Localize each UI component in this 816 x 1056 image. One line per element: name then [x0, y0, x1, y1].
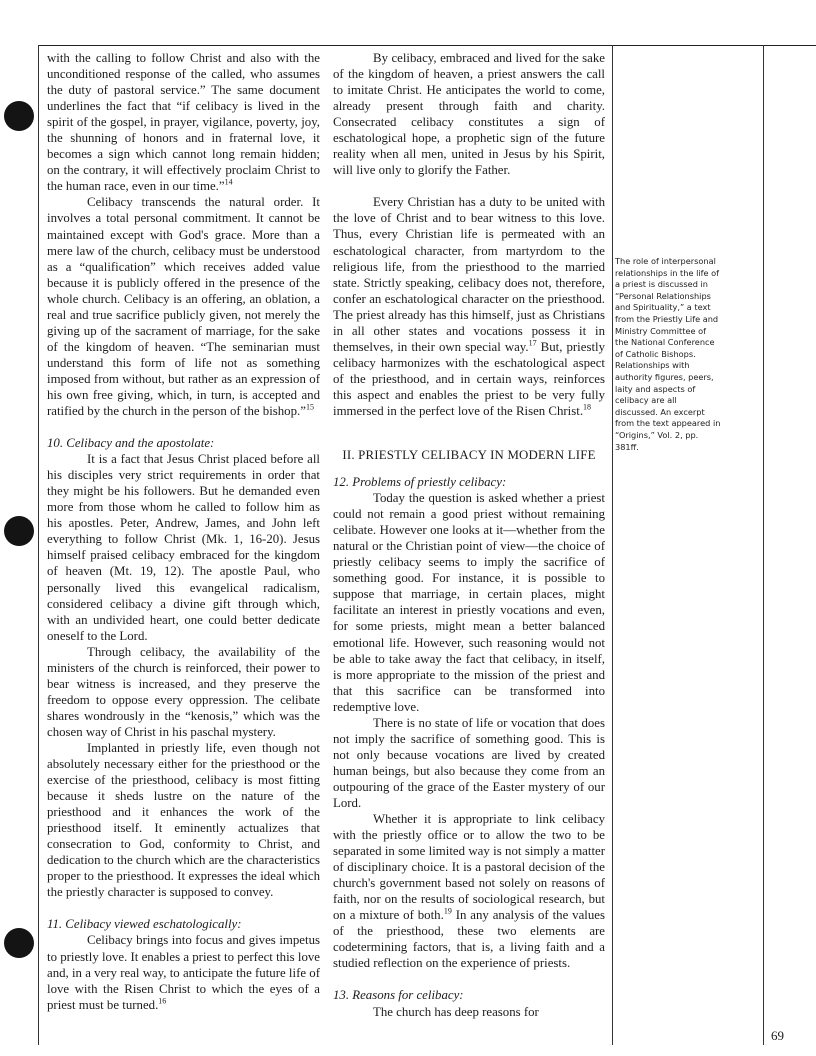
footnote-ref: 15 — [305, 402, 314, 412]
paragraph: It is a fact that Jesus Christ placed before all his disciples very strict requirements in order that they might be his followers. But he demanded even more from those whom he called to follow him as his apostles. Peter, Andrew, James, and John left everything to follow Christ (Mk. 1, 16-20). Jesus himself praised celibacy embraced for the kingdom of heaven (Mt. 19, 12). The apostle Paul, who personally lived this evangelical radicalism, considered celibacy a divine gift through which, with an undivided heart, one could better dedicate oneself to the Lord. — [47, 452, 320, 643]
top-rule — [38, 45, 816, 46]
part-title: II. PRIESTLY CELIBACY IN MODERN LIFE — [342, 448, 596, 463]
footnote-ref: 19 — [443, 907, 452, 917]
left-column — [47, 50, 320, 1048]
footnote-ref: 18 — [583, 402, 592, 412]
paragraph: Whether it is appropriate to link celibacy with the priestly office or to allow the two to be separated in some limited way is not simply a matter of disciplinary choice. It is a pastoral decision of the church's government based not solely on reasons of faith, nor on the results of sociological research, but on a mixture of both.$^{19}$ In any analysis of the values of the priesthood, these two elements are codetermining factors, that is, a living faith and a studied reflection on the experience of priests. — [333, 812, 605, 971]
section-heading: 10. Celibacy and the apostolate: — [47, 436, 215, 451]
section-heading: 11. Celibacy viewed eschatologically: — [47, 917, 242, 932]
sidebar-divider-rule — [612, 45, 613, 1045]
paragraph: Celibacy transcends the natural order. It involves a total personal commitment. It cannot be maintained except with God's grace. More than a mere law of the church, celibacy must be understood as a “qualification” which receives added value because it is publicly offered in the presence of the whole church. Celibacy is an offering, an oblation, a real and true sacrifice publicly given, not merely the giving up of the sacrament of marriage, for the sake of the kingdom of heaven. “The seminarian must understand this form of life not as something imposed from without, but rather as an expression of his own free giving, which, in turn, is accepted and ratified by the church in the person of the bishop.”$^{15}$ — [47, 195, 320, 419]
right-column — [333, 50, 605, 1048]
paragraph: Celibacy brings into focus and gives impetus to priestly love. It enables a priest to perfect this love and, in a very real way, to anticipate the future life of love with the Risen Christ to which the eyes of a priest must be turned.$^{16}$ — [47, 933, 320, 1012]
section-heading: 12. Problems of priestly celibacy: — [333, 475, 507, 490]
footnote-ref: 17 — [528, 338, 537, 348]
sidebar-note: The role of interpersonal relationships in the life of a priest is discussed in “Personal Relationships and Spirituality,” a text from the Priestly Life and Ministry Committee of the National Conference of Catholic Bishops. Relationships with authority figures, peers, laity and aspects of celibacy are all discussed. An excerpt from the text appeared in “Origins,” Vol. 2, pp. 381ff. — [615, 256, 721, 452]
paragraph: There is no state of life or vocation that does not imply the sacrifice of something good. This is not only because vocations are lived by created human beings, but also because they come from an outpouring of the grace of the Easter mystery of our Lord. — [333, 715, 605, 810]
paragraph: Today the question is asked whether a priest could not remain a good priest without remaining celibate. However one looks at it—whether from the natural or the Christian point of view—the choice of priestly celibacy seems to imply the sacrifice of something good. For instance, it is possible to suppose that marriage, in certain places, might facilitate an interest in priestly vocations and even, for some priests, might mean a better balanced emotional life. However, such reasoning would not be able to take away the fact that celibacy, in itself, is more appropriate to the mission of the priest and that this sacrifice can be transformed into redemptive love. — [333, 491, 605, 714]
section-heading: 13. Reasons for celibacy: — [333, 988, 464, 1003]
punch-hole-bottom — [4, 928, 34, 958]
paragraph: Every Christian has a duty to be united with the love of Christ and to bear witness to this love. Thus, every Christian life is permeated with an eschatological character, from martyrdom to the religious life, from the priesthood to the married state. Strictly speaking, celibacy does not, therefore, confer an eschatological character on the priesthood. The priest already has this himself, just as Christians in all other states and vocations possess it in themselves, in their own special way.$^{17}$ But, priestly celibacy harmonizes with the eschatological aspect of the priesthood, and in certain ways, reinforces this aspect and enables the priest to be very fully immersed in the perfect love of the Risen Christ.$^{18}$ — [333, 195, 605, 418]
paragraph: with the calling to follow Christ and also with the unconditioned response of the called, who assumes the duty of pastoral service.” The same document underlines the fact that “if celibacy is lived in the spirit of the gospel, in prayer, vigilance, poverty, joy, the shunning of honors and in fraternal love, it becomes a sign which cannot long remain hidden; on the contrary, it will effectively proclaim Christ to the human race, even in our time.”$^{14}$ — [47, 51, 320, 194]
paragraph: Implanted in priestly life, even though not absolutely necessary either for the priesthood or the exercise of the priesthood, celibacy is most fitting because it sheds lustre on the nature of the priesthood and it enhances the work of the priesthood itself. It eminently actualizes that consecration to God, conformity to Christ, and dedication to the church which are the characteristics proper to the priesthood. It expresses the ideal which the priestly character is supposed to convey. — [47, 740, 320, 900]
page-number: 69 — [771, 1028, 784, 1043]
punch-hole-top — [4, 101, 34, 131]
paragraph: By celibacy, embraced and lived for the sake of the kingdom of heaven, a priest answers the call to imitate Christ. He anticipates the world to come, already present through faith and charity. Consecrated celibacy constitutes a sign of eschatological hope, a prophetic sign of the future reality when all men, united in Jesus by his Spirit, will live only to glorify the Father. — [333, 51, 605, 178]
paragraph: The church has deep reasons for — [373, 1004, 539, 1019]
right-margin-rule — [763, 45, 764, 1045]
left-margin-rule — [38, 45, 39, 1045]
footnote-ref: 14 — [224, 178, 233, 188]
paragraph: Through celibacy, the availability of the ministers of the church is reinforced, their power to bear witness is increased, and they preserve the freedom to oppose every oppression. The celibate shares wondrously in the “kenosis,” which was the chosen way of Christ in his paschal mystery. — [47, 644, 320, 739]
footnote-ref: 16 — [158, 996, 167, 1006]
punch-hole-middle — [4, 516, 34, 546]
